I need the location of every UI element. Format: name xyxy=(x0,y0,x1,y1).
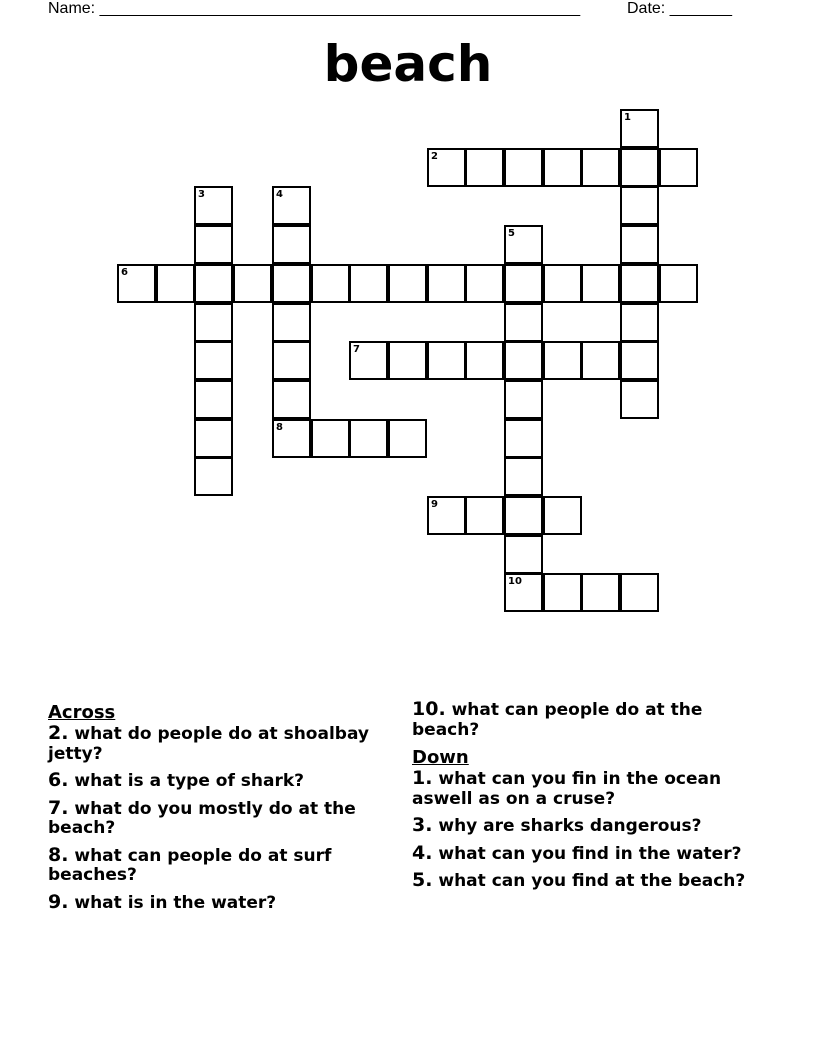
grid-cell[interactable] xyxy=(194,186,233,225)
clue-across-2 xyxy=(48,724,388,764)
grid-cell[interactable] xyxy=(194,303,233,342)
grid-cell[interactable] xyxy=(581,573,620,612)
grid-cell[interactable] xyxy=(543,264,582,303)
date-field-label[interactable]: Date: _______ xyxy=(627,0,732,17)
grid-cell[interactable] xyxy=(465,148,504,187)
grid-cell[interactable] xyxy=(465,341,504,380)
grid-cell[interactable] xyxy=(349,264,388,303)
cell-number: 7 xyxy=(353,344,360,355)
clue-text: what is a type of shark? xyxy=(74,771,305,791)
cell-number: 4 xyxy=(276,189,283,200)
grid-cell[interactable] xyxy=(659,148,698,187)
grid-cell[interactable] xyxy=(504,341,543,380)
cell-number: 8 xyxy=(276,422,283,433)
clue-number: 10. xyxy=(412,698,446,720)
clue-number: 1. xyxy=(412,767,433,789)
page-title: beach xyxy=(323,35,493,93)
cell-number: 5 xyxy=(508,228,515,239)
grid-cell[interactable] xyxy=(194,419,233,458)
grid-cell[interactable] xyxy=(620,341,659,380)
grid-cell[interactable] xyxy=(659,264,698,303)
grid-cell[interactable] xyxy=(117,264,156,303)
grid-cell[interactable] xyxy=(311,419,350,458)
clue-across-6 xyxy=(48,771,388,792)
grid-cell[interactable] xyxy=(272,341,311,380)
clue-text: what can you find in the water? xyxy=(438,843,742,864)
grid-cell[interactable] xyxy=(543,496,582,535)
grid-cell[interactable] xyxy=(272,380,311,419)
grid-cell[interactable] xyxy=(427,148,466,187)
clue-number: 9. xyxy=(48,890,69,913)
grid-cell[interactable] xyxy=(194,225,233,264)
grid-cell[interactable] xyxy=(581,341,620,380)
clue-text: why are sharks dangerous? xyxy=(438,816,702,836)
clue-text: what can people do at the beach? xyxy=(412,700,703,740)
grid-cell[interactable] xyxy=(620,186,659,225)
grid-cell[interactable] xyxy=(349,341,388,380)
grid-cell[interactable] xyxy=(543,573,582,612)
clue-text: what do you mostly do at the beach? xyxy=(48,798,356,838)
grid-cell[interactable] xyxy=(504,496,543,535)
grid-cell[interactable] xyxy=(388,341,427,380)
grid-cell[interactable] xyxy=(620,109,659,148)
grid-cell[interactable] xyxy=(349,419,388,458)
grid-cell[interactable] xyxy=(388,264,427,303)
grid-cell[interactable] xyxy=(272,303,311,342)
grid-cell[interactable] xyxy=(504,264,543,303)
clue-number: 3. xyxy=(412,814,433,836)
grid-cell[interactable] xyxy=(504,535,543,574)
clue-across-8 xyxy=(48,843,388,886)
clue-number: 5. xyxy=(412,869,433,891)
grid-cell[interactable] xyxy=(311,264,350,303)
grid-cell[interactable] xyxy=(543,148,582,187)
grid-cell[interactable] xyxy=(581,148,620,187)
grid-cell[interactable] xyxy=(620,380,659,419)
grid-cell[interactable] xyxy=(427,496,466,535)
grid-cell[interactable] xyxy=(388,419,427,458)
cell-number: 3 xyxy=(198,189,205,200)
clues-left-column xyxy=(48,700,388,920)
grid-cell[interactable] xyxy=(194,380,233,419)
grid-cell[interactable] xyxy=(272,225,311,264)
grid-cell[interactable] xyxy=(620,264,659,303)
grid-cell[interactable] xyxy=(156,264,195,303)
clue-number: 2. xyxy=(48,722,69,744)
clue-down-3 xyxy=(412,816,762,837)
grid-cell[interactable] xyxy=(581,264,620,303)
clue-text: what can you find at the beach? xyxy=(438,871,746,891)
grid-cell[interactable] xyxy=(427,264,466,303)
clue-text: what can people do at surf beaches? xyxy=(48,845,332,885)
cell-number: 6 xyxy=(121,267,128,278)
across-heading: Across xyxy=(48,702,116,723)
clue-number: 7. xyxy=(48,796,69,819)
grid-cell[interactable] xyxy=(504,419,543,458)
clue-text: what can you fin in the ocean aswell as on a cruse? xyxy=(412,769,722,809)
grid-cell[interactable] xyxy=(194,341,233,380)
grid-cell[interactable] xyxy=(504,225,543,264)
grid-cell[interactable] xyxy=(620,303,659,342)
clue-number: 8. xyxy=(48,843,69,866)
grid-cell[interactable] xyxy=(504,573,543,612)
clue-across-9 xyxy=(48,890,388,914)
clue-across-7 xyxy=(48,796,388,839)
down-heading: Down xyxy=(412,747,469,768)
grid-cell[interactable] xyxy=(272,419,311,458)
grid-cell[interactable] xyxy=(504,457,543,496)
cell-number: 9 xyxy=(431,499,438,510)
clue-text: what is in the water? xyxy=(74,892,277,913)
clue-across-10 xyxy=(412,700,762,740)
cell-number: 1 xyxy=(624,112,631,123)
grid-cell[interactable] xyxy=(194,457,233,496)
clue-text: what do people do at shoalbay jetty? xyxy=(48,724,369,764)
grid-cell[interactable] xyxy=(272,264,311,303)
grid-cell[interactable] xyxy=(233,264,272,303)
cell-number: 2 xyxy=(431,151,438,162)
clue-number: 6. xyxy=(48,769,69,791)
grid-cell[interactable] xyxy=(620,225,659,264)
clue-down-5 xyxy=(412,871,762,892)
grid-cell[interactable] xyxy=(620,148,659,187)
grid-cell[interactable] xyxy=(272,186,311,225)
grid-cell[interactable] xyxy=(504,148,543,187)
grid-cell[interactable] xyxy=(465,496,504,535)
clue-number: 4. xyxy=(412,841,433,864)
name-field-label[interactable]: Name: ______________________________________________________ xyxy=(48,0,581,17)
grid-cell[interactable] xyxy=(620,573,659,612)
clue-down-4 xyxy=(412,841,762,865)
grid-cell[interactable] xyxy=(194,264,233,303)
grid-cell[interactable] xyxy=(543,341,582,380)
cell-number: 10 xyxy=(508,576,522,587)
clue-down-1 xyxy=(412,769,762,809)
grid-cell[interactable] xyxy=(465,264,504,303)
clues-right-column xyxy=(412,700,762,899)
grid-cell[interactable] xyxy=(504,380,543,419)
grid-cell[interactable] xyxy=(427,341,466,380)
grid-cell[interactable] xyxy=(504,303,543,342)
